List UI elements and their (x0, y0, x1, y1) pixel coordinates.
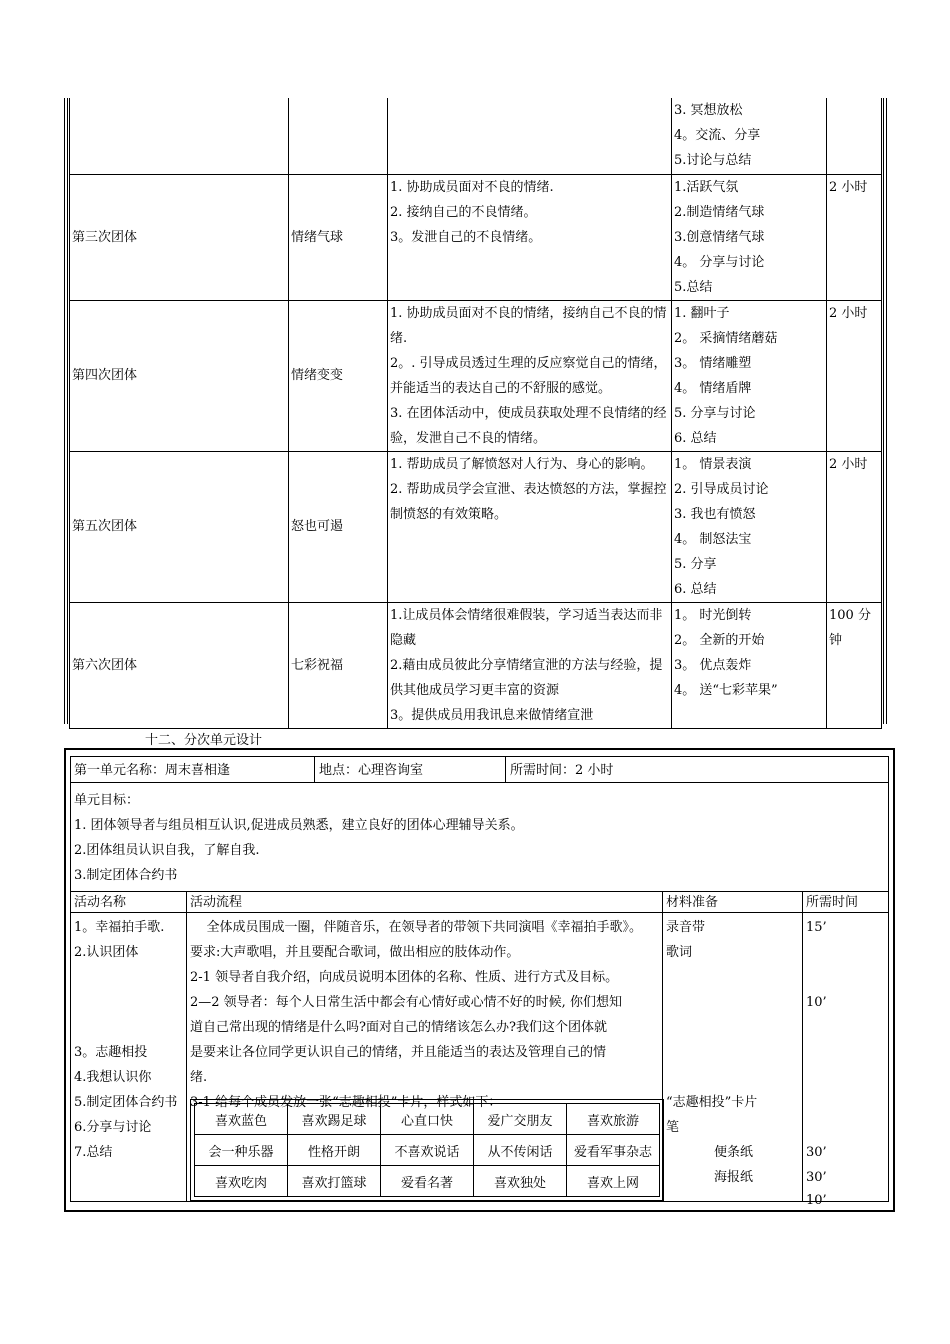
step-line: 3. 冥想放松 (674, 103, 743, 118)
step-line: 4。交流、分享 (674, 128, 761, 143)
activity-name: 1。幸福拍手歌. (74, 920, 165, 935)
material-item: 歌词 (666, 945, 693, 960)
table-row (195, 1135, 660, 1166)
goal-line: 2.藉由成员彼此分享情绪宣泄的方法与经验，提供其他成员学习更丰富的资源 (390, 657, 663, 698)
table-row (195, 1166, 660, 1197)
steps-cell (672, 602, 827, 728)
material-item: 笔 (666, 1120, 680, 1135)
divider (505, 757, 506, 783)
goals-title: 单元目标： (74, 793, 140, 808)
preference-cell: 喜欢上网 (567, 1166, 660, 1197)
header-activity: 活动名称 (74, 895, 127, 910)
step-line: 3. 我也有愤怒 (674, 506, 756, 522)
time-cell: 2 小时 (827, 451, 882, 602)
step-line: 2。 全新的开始 (674, 632, 765, 648)
preference-cell: 喜欢独处 (474, 1166, 567, 1197)
steps-cell (672, 98, 827, 174)
flow-line: 全体成员围成一圈，伴随音乐，在领导者的带领下共同演唱《幸福拍手歌》。 (190, 920, 643, 935)
flow-line: 是要来让各位同学更认识自己的情绪，并且能适当的表达及管理自己的情 (190, 1045, 607, 1060)
session-cell: 第四次团体 (70, 300, 289, 451)
theme-cell (289, 98, 388, 174)
step-line: 5. 分享 (674, 556, 717, 572)
step-line: 5.讨论与总结 (674, 153, 752, 168)
step-line: 4。 制怒法宝 (674, 531, 752, 547)
step-line: 2。 采摘情绪蘑菇 (674, 330, 778, 346)
step-line: 5. 分享与讨论 (674, 405, 756, 421)
session-cell: 第六次团体 (70, 602, 289, 728)
step-line: 2. 引导成员讨论 (674, 481, 769, 497)
material-item: 海报纸 (714, 1170, 754, 1185)
session-cell (70, 98, 289, 174)
activity-name: 2.认识团体 (74, 945, 139, 960)
preference-cell: 喜欢旅游 (567, 1104, 660, 1135)
table-row (70, 300, 882, 451)
table-double-border-right (886, 98, 887, 724)
step-line: 1。 情景表演 (674, 456, 752, 472)
material-item: “志趣相投”卡片 (666, 1095, 758, 1110)
time-cell: 2 小时 (827, 174, 882, 300)
flow-line: 绪. (190, 1070, 208, 1085)
table-row (70, 98, 882, 174)
preference-cell: 喜欢蓝色 (195, 1104, 288, 1135)
divider (314, 757, 315, 783)
time-value: 10’ (806, 1193, 827, 1208)
preference-cell: 心直口快 (381, 1104, 474, 1135)
goals-cell (388, 98, 672, 174)
goal-line: 1. 协助成员面对不良的情绪. (390, 179, 554, 195)
time-cell (827, 98, 882, 174)
step-line: 1. 翻叶子 (674, 305, 730, 321)
step-line: 1.活跃气氛 (674, 179, 739, 195)
goal-line: 1.让成员体会情绪很难假装，学习适当表达而非隐藏 (390, 607, 663, 648)
table-double-border-left (67, 98, 68, 724)
table-double-border-left (64, 98, 65, 724)
time-value: 30’ (806, 1170, 827, 1185)
goal-line: 2. 帮助成员学会宣泄、表达愤怒的方法，掌握控制愤怒的有效策略。 (390, 481, 667, 522)
time-value: 10’ (806, 995, 827, 1010)
step-line: 1。 时光倒转 (674, 607, 752, 623)
theme-cell: 情绪气球 (289, 174, 388, 300)
step-line: 3.创意情绪气球 (674, 229, 765, 245)
goal-line: 2. 接纳自己的不良情绪。 (390, 204, 537, 220)
theme-cell: 怒也可遏 (289, 451, 388, 602)
table-row (70, 174, 882, 300)
table-row (70, 602, 882, 728)
unit-name: 第一单元名称：周末喜相逢 (74, 763, 231, 778)
preference-card-grid (194, 1103, 660, 1197)
theme-cell: 七彩祝福 (289, 602, 388, 728)
goal-line: 1. 协助成员面对不良的情绪，接纳自己不良的情绪. (390, 305, 667, 346)
flow-line: 3-1 给每个成员发放一张“志趣相投”卡片，样式如下： (190, 1095, 502, 1110)
flow-line: 2-1 领导者自我介绍，向成员说明本团体的名称、性质、进行方式及目标。 (190, 970, 619, 985)
goals-cell (388, 174, 672, 300)
preference-cell: 喜欢吃肉 (195, 1166, 288, 1197)
session-cell: 第五次团体 (70, 451, 289, 602)
preference-cell: 爱广交朋友 (474, 1104, 567, 1135)
preference-cell: 喜欢打篮球 (288, 1166, 381, 1197)
step-line: 4。 情绪盾牌 (674, 380, 752, 396)
preference-cell: 从不传闲话 (474, 1135, 567, 1166)
unit-time: 所需时间：2 小时 (510, 763, 614, 778)
flow-line: 道自己常出现的情绪是什么吗?面对自己的情绪该怎么办?我们这个团体就 (190, 1020, 607, 1035)
goals-cell (388, 602, 672, 728)
session-cell: 第三次团体 (70, 174, 289, 300)
preference-cell: 爱看名著 (381, 1166, 474, 1197)
unit-place: 地点：心理咨询室 (319, 763, 424, 778)
goal-line: 2.团体组员认识自我，了解自我. (74, 843, 260, 858)
material-item: 录音带 (666, 920, 706, 935)
activity-name: 3。志趣相投 (74, 1045, 148, 1060)
unit-design-table (70, 756, 889, 1208)
goal-line: 2。. 引导成员透过生理的反应察觉自己的情绪，并能适当的表达自己的不舒服的感觉。 (390, 355, 667, 396)
steps-cell (672, 174, 827, 300)
header-time: 所需时间 (806, 895, 859, 910)
preference-cell: 不喜欢说话 (381, 1135, 474, 1166)
preference-cell: 会一种乐器 (195, 1135, 288, 1166)
steps-cell (672, 451, 827, 602)
activity-name: 5.制定团体合约书 (74, 1095, 178, 1110)
step-line: 6. 总结 (674, 430, 717, 446)
activity-name: 4.我想认识你 (74, 1070, 152, 1085)
step-line: 2.制造情绪气球 (674, 204, 765, 220)
flow-line: 2—2 领导者：每个人日常生活中都会有心情好或心情不好的时候, 你们想知 (190, 995, 622, 1010)
goals-cell (388, 451, 672, 602)
step-line: 6. 总结 (674, 581, 717, 597)
table-row (70, 451, 882, 602)
flow-line: 要求:大声歌唱，并且要配合歌词，做出相应的肢体动作。 (190, 945, 520, 960)
preference-cell: 性格开朗 (288, 1135, 381, 1166)
session-table (69, 98, 882, 729)
divider (802, 892, 803, 1202)
goal-line: 1. 团体领导者与组员相互认识,促进成员熟悉，建立良好的团体心理辅导关系。 (74, 818, 524, 833)
goal-line: 3。发泄自己的不良情绪。 (390, 229, 542, 245)
preference-cell: 爱看军事杂志 (567, 1135, 660, 1166)
header-materials: 材料准备 (666, 895, 719, 910)
activity-name: 6.分享与讨论 (74, 1120, 152, 1135)
table-double-border-right (883, 98, 884, 724)
session-plan-table (64, 98, 886, 724)
step-line: 4。 送“七彩苹果” (674, 682, 778, 698)
divider (186, 892, 187, 1202)
goals-cell (388, 300, 672, 451)
step-line: 5.总结 (674, 279, 713, 295)
activity-name: 7.总结 (74, 1145, 113, 1160)
preference-cell: 喜欢踢足球 (288, 1104, 381, 1135)
section-title: 十二、分次单元设计 (145, 733, 263, 748)
time-value: 30’ (806, 1145, 827, 1160)
table-row (195, 1104, 660, 1135)
step-line: 3。 情绪雕塑 (674, 355, 752, 371)
theme-cell: 情绪变变 (289, 300, 388, 451)
goal-line: 3.制定团体合约书 (74, 868, 178, 883)
step-line: 3。 优点轰炸 (674, 657, 752, 673)
goal-line: 3. 在团体活动中，使成员获取处理不良情绪的经验，发泄自己不良的情绪。 (390, 405, 667, 446)
goal-line: 3。提供成员用我讯息来做情绪宣泄 (390, 707, 594, 723)
steps-cell (672, 300, 827, 451)
time-cell: 100 分钟 (827, 602, 882, 728)
goal-line: 1. 帮助成员了解愤怒对人行为、身心的影响。 (390, 456, 654, 472)
time-cell: 2 小时 (827, 300, 882, 451)
unit-design-box (64, 748, 895, 1212)
header-flow: 活动流程 (190, 895, 243, 910)
time-value: 15’ (806, 920, 827, 935)
step-line: 4。 分享与讨论 (674, 254, 765, 270)
material-item: 便条纸 (714, 1145, 754, 1160)
